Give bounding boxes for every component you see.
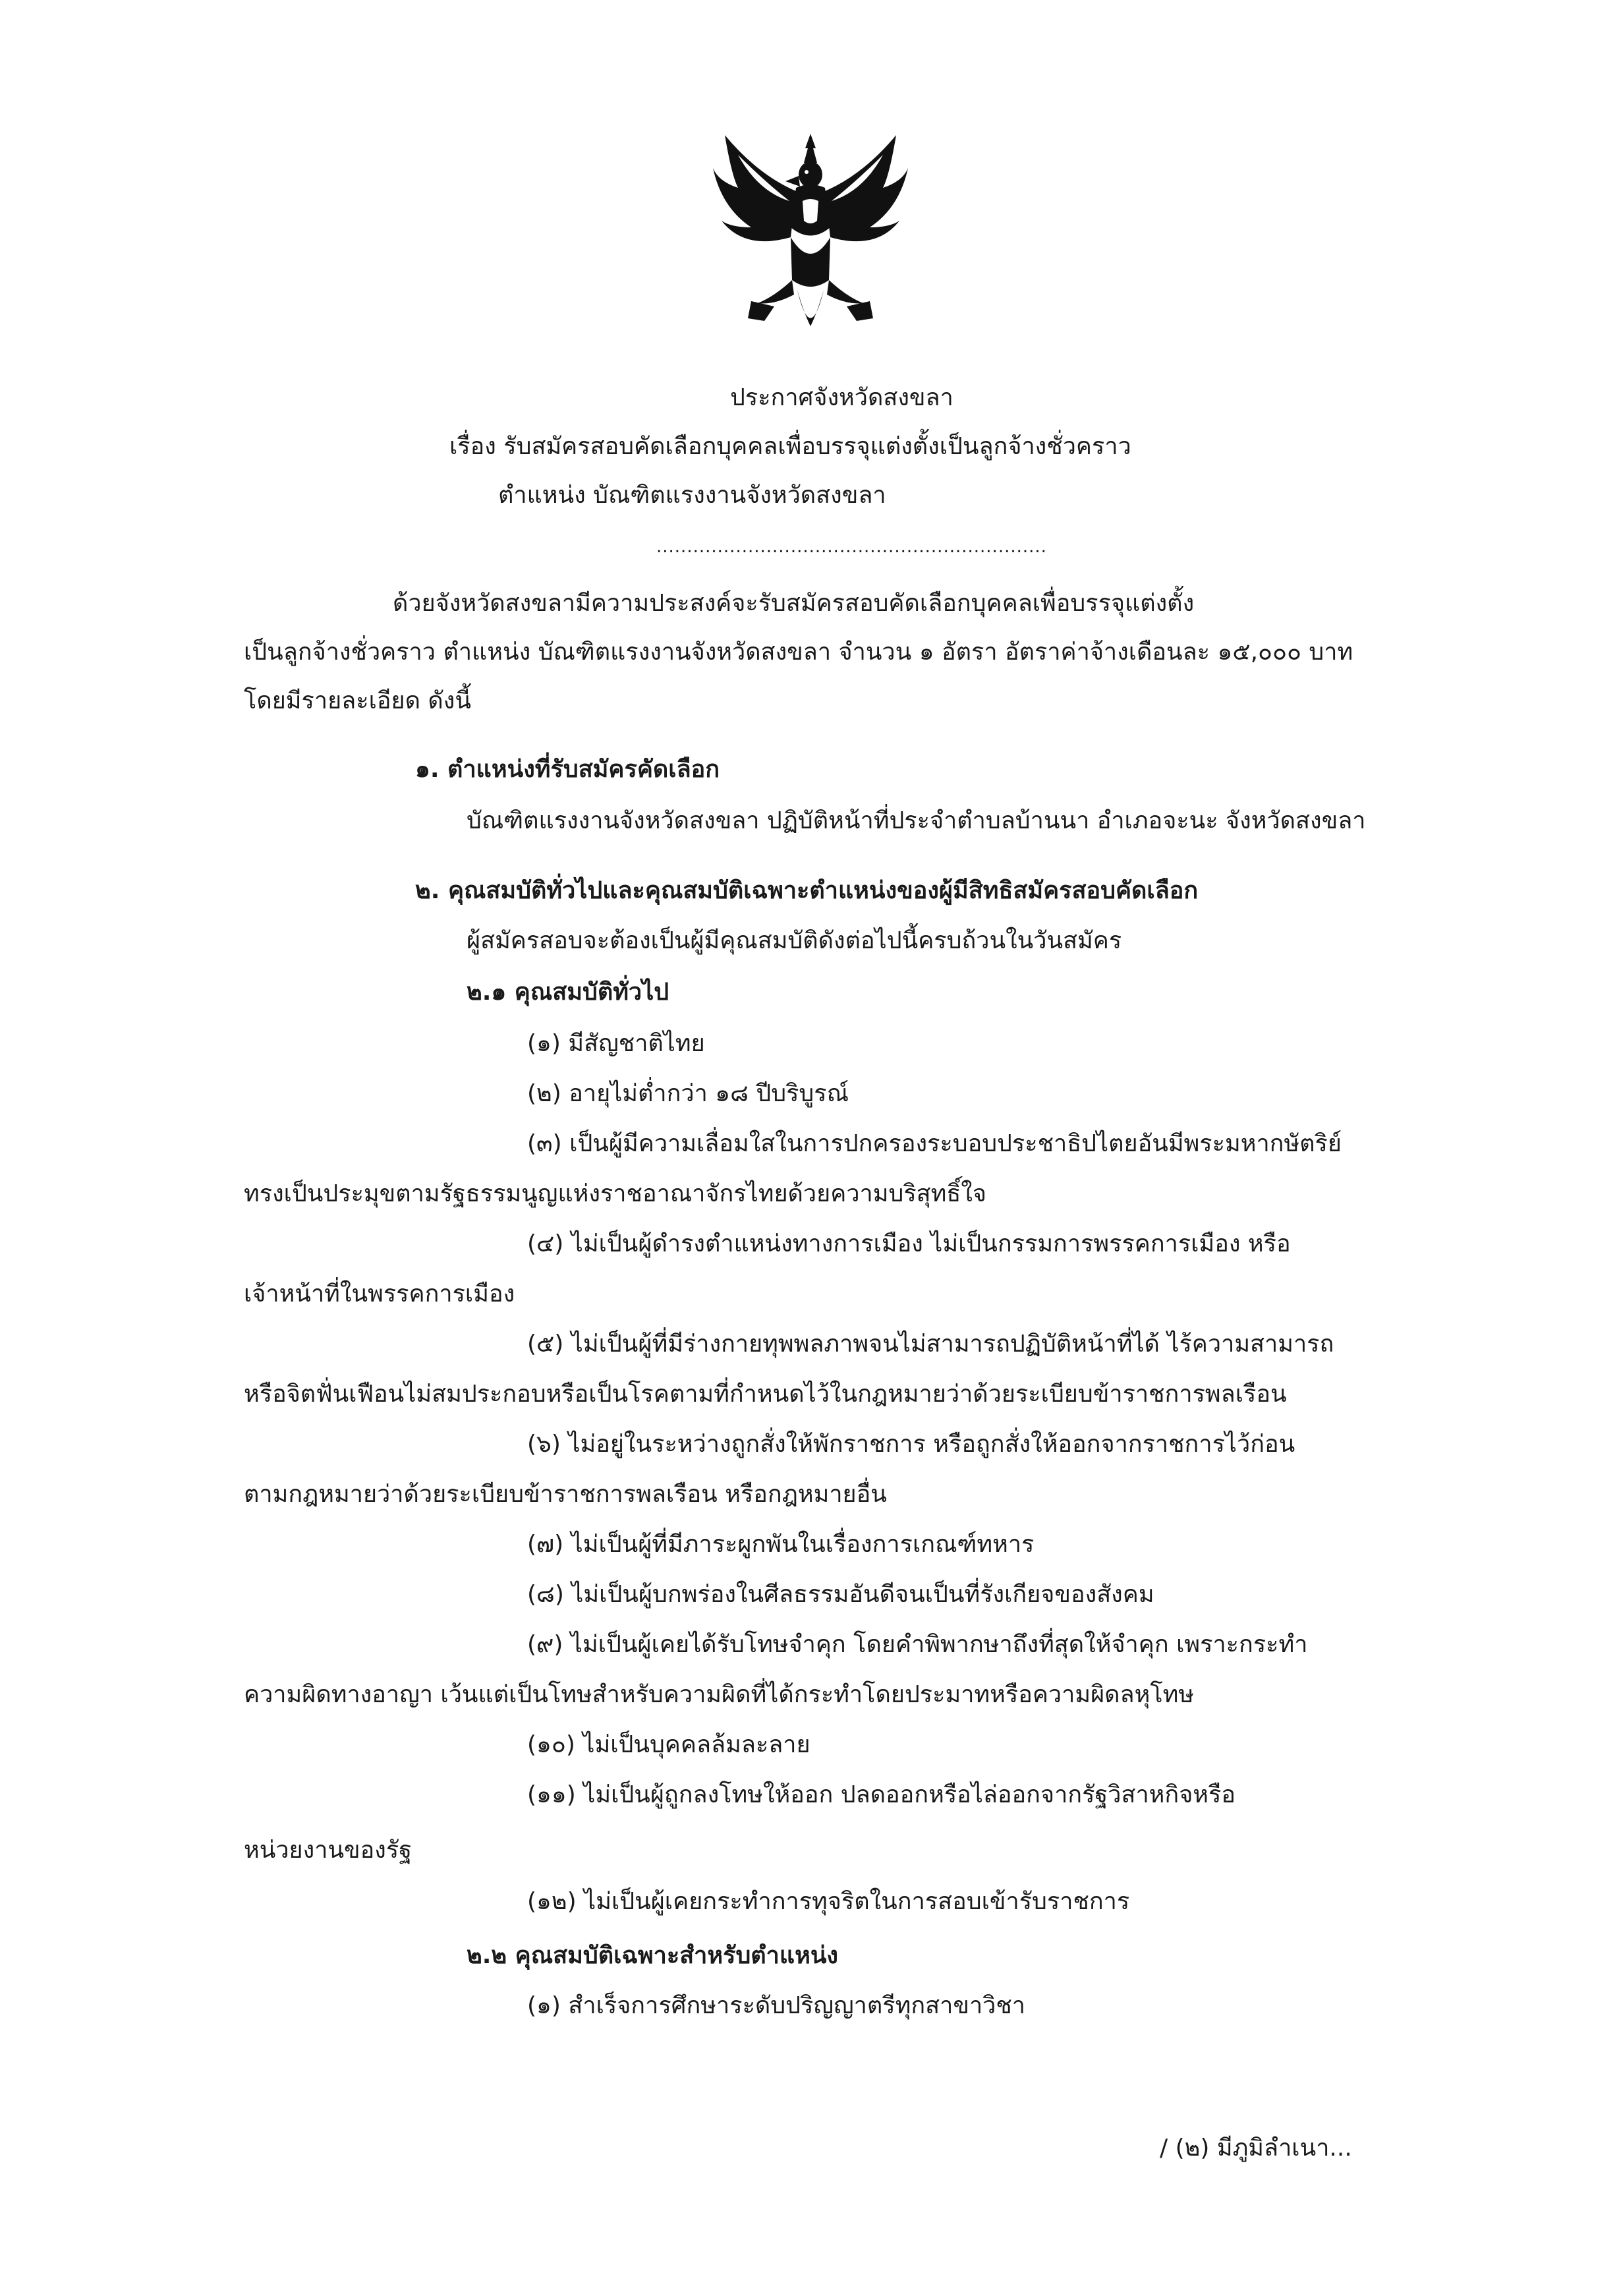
announcement-subject: เรื่อง รับสมัครสอบคัดเลือกบุคคลเพื่อบรรจุแต่งตั้งเป็นลูกจ้างชั่วคราว <box>449 433 1131 460</box>
qualification-item-cont: หน่วยงานของรัฐ <box>244 1837 412 1864</box>
announcement-position: ตำแหน่ง บัณฑิตแรงงานจังหวัดสงขลา <box>498 482 886 509</box>
qualification-item-cont: ตามกฎหมายว่าด้วยระเบียบข้าราชการพลเรือน หรือกฎหมายอื่น <box>244 1481 887 1508</box>
qualification-item: (๑) มีสัญชาติไทย <box>527 1030 705 1057</box>
intro-line-2: เป็นลูกจ้างชั่วคราว ตำแหน่ง บัณฑิตแรงงานจังหวัดสงขลา จำนวน ๑ อัตรา อัตราค่าจ้างเดือนละ ๑๕,๐๐๐ บาท <box>244 639 1353 666</box>
qualification-item: (๑๒) ไม่เป็นผู้เคยกระทำการทุจริตในการสอบเข้ารับราชการ <box>527 1888 1130 1915</box>
intro-line-3: โดยมีรายละเอียด ดังนี้ <box>244 687 471 714</box>
qualification-item: (๒) อายุไม่ต่ำกว่า ๑๘ ปีบริบูรณ์ <box>527 1080 849 1107</box>
section-2-body: ผู้สมัครสอบจะต้องเป็นผู้มีคุณสมบัติดังต่อไปนี้ครบถ้วนในวันสมัคร <box>467 927 1122 954</box>
qualification-item: (๓) เป็นผู้มีความเลื่อมใสในการปกครองระบอบประชาธิปไตยอันมีพระมหากษัตริย์ <box>527 1130 1342 1157</box>
qualification-item: (๙) ไม่เป็นผู้เคยได้รับโทษจำคุก โดยคำพิพากษาถึงที่สุดให้จำคุก เพราะกระทำ <box>527 1631 1308 1658</box>
continuation-note: / (๒) มีภูมิลำเนา... <box>1160 2135 1352 2162</box>
qualification-item-cont: เจ้าหน้าที่ในพรรคการเมือง <box>244 1280 515 1307</box>
qualification-item-cont: ความผิดทางอาญา เว้นแต่เป็นโทษสำหรับความผิดที่ได้กระทำโดยประมาทหรือความผิดลหุโทษ <box>244 1681 1195 1708</box>
garuda-emblem <box>712 129 909 346</box>
qualification-item: (๖) ไม่อยู่ในระหว่างถูกสั่งให้พักราชการ หรือถูกสั่งให้ออกจากราชการไว้ก่อน <box>527 1431 1295 1458</box>
qualification-item: (๘) ไม่เป็นผู้บกพร่องในศีลธรรมอันดีจนเป็นที่รังเกียจของสังคม <box>527 1581 1154 1608</box>
section-2-heading: ๒. คุณสมบัติทั่วไปและคุณสมบัติเฉพาะตำแหน่งของผู้มีสิทธิสมัครสอบคัดเลือก <box>415 877 1199 904</box>
qualification-item: (๗) ไม่เป็นผู้ที่มีภาระผูกพันในเรื่องการเกณฑ์ทหาร <box>527 1531 1035 1558</box>
qualification-item: (๔) ไม่เป็นผู้ดำรงตำแหน่งทางการเมือง ไม่เป็นกรรมการพรรคการเมือง หรือ <box>527 1230 1291 1257</box>
section-1-heading: ๑. ตำแหน่งที่รับสมัครคัดเลือก <box>415 756 720 783</box>
qualification-item-cont: ทรงเป็นประมุขตามรัฐธรรมนูญแห่งราชอาณาจักรไทยด้วยความบริสุทธิ์ใจ <box>244 1180 987 1207</box>
announcement-title: ประกาศจังหวัดสงขลา <box>730 384 953 411</box>
qualification-item-cont: หรือจิตฟั่นเฟือนไม่สมประกอบหรือเป็นโรคตามที่กำหนดไว้ในกฎหมายว่าด้วยระเบียบข้าราชการพลเรือน <box>244 1381 1287 1408</box>
qualification-item: (๕) ไม่เป็นผู้ที่มีร่างกายทุพพลภาพจนไม่สามารถปฏิบัติหน้าที่ได้ ไร้ความสามารถ <box>527 1331 1334 1358</box>
header-divider-dots: ................................................................ <box>656 537 1047 557</box>
qualification-item: (๑๑) ไม่เป็นผู้ถูกลงโทษให้ออก ปลดออกหรือไล่ออกจากรัฐวิสาหกิจหรือ <box>527 1781 1236 1808</box>
section-2-1-heading: ๒.๑ คุณสมบัติทั่วไป <box>467 979 669 1006</box>
section-2-2-heading: ๒.๒ คุณสมบัติเฉพาะสำหรับตำแหน่ง <box>467 1942 839 1969</box>
specific-qualification-item: (๑) สำเร็จการศึกษาระดับปริญญาตรีทุกสาขาวิชา <box>527 1992 1026 2019</box>
intro-line-1: ด้วยจังหวัดสงขลามีความประสงค์จะรับสมัครสอบคัดเลือกบุคคลเพื่อบรรจุแต่งตั้ง <box>393 590 1195 617</box>
section-1-body: บัณฑิตแรงงานจังหวัดสงขลา ปฏิบัติหน้าที่ประจำตำบลบ้านนา อำเภอจะนะ จังหวัดสงขลา <box>467 807 1366 834</box>
qualification-item: (๑๐) ไม่เป็นบุคคลล้มละลาย <box>527 1731 810 1758</box>
